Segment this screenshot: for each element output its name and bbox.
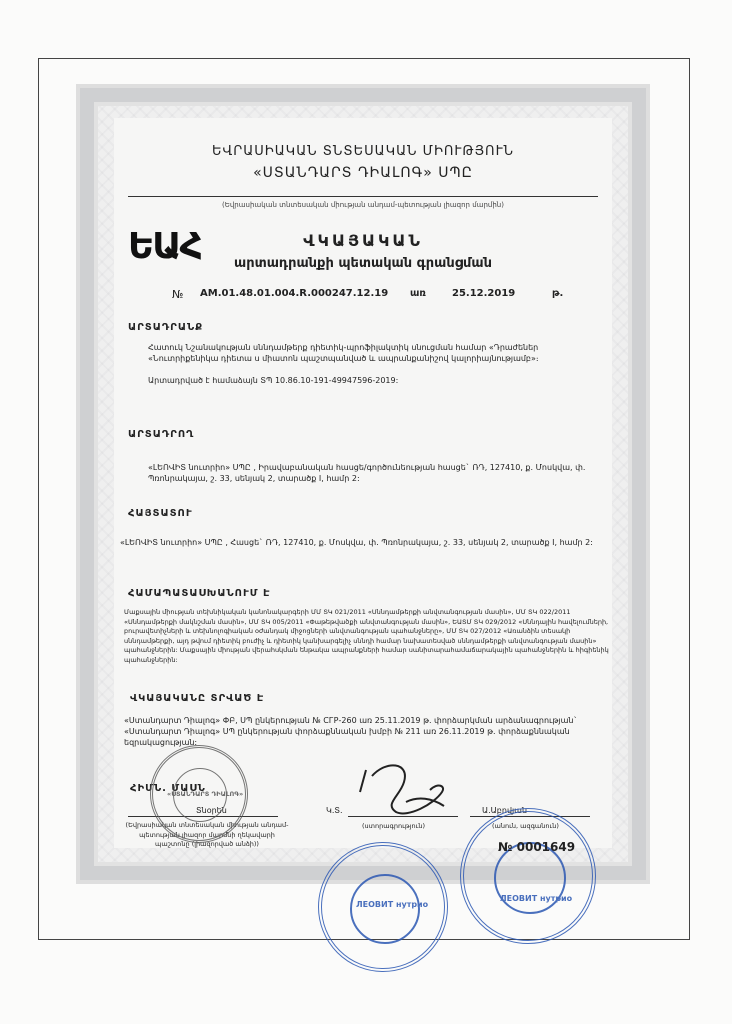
blue-stamp-left xyxy=(318,842,448,972)
name-caption: (անուն, ազգանուն) xyxy=(492,822,559,830)
eac-logo: ԵԱՀ xyxy=(128,226,201,267)
head-label: ՀԻՄՆ. ՄԱՍՆ xyxy=(130,783,206,794)
signature-mark xyxy=(346,752,456,822)
serial-number: № 0001649 xyxy=(498,840,576,854)
blue-stamp-left-text: ЛЕОВИТ нутрио xyxy=(356,900,429,909)
gray-stamp-text: «ՍՏԱՆԴԱՐՏ ԴԻԱԼՈԳ» xyxy=(167,790,244,798)
certificate-subtitle: արտադրանքի պետական գրանցման xyxy=(234,256,492,271)
manufacturer-text: «ԼԵՈՎԻՏ նուտրիո» ՍՊԸ , Իրավաբանական հասցե/գործունեության հասցե` ՌԴ, 127410, ք. Մոսկվա, փ. Պռոնրակայա, շ. 33, սենյակ 2, տարածք I, համր 2: xyxy=(148,463,586,483)
conforms-heading: ՀԱՄԱՊԱՏԱՍԽԱՆՈՒՄ Է xyxy=(128,588,271,599)
stamp-place: Կ.Տ. xyxy=(326,806,343,815)
product-code: Արտադրված է համաձայն ՏՊ 10.86.10-191-49947596-2019: xyxy=(148,376,399,385)
organization-stamp xyxy=(150,745,248,843)
certificate-title: ՎԿԱՅԱԿԱՆ xyxy=(303,231,423,250)
applicant-text: «ԼԵՈՎԻՏ նուտրիո» ՍՊԸ , Հասցե` ՌԴ, 127410, ք. Մոսկվա, փ. Պռոնրակայա, շ. 33, սենյակ 2, տարածք I, համր 2: xyxy=(120,538,593,547)
header-divider xyxy=(128,196,598,197)
number-label: № xyxy=(172,288,184,301)
product-text: Հատուկ Նշանակության սննդամթերք դիետիկ-պրոֆիլակտիկ սնուցման համար «Դրաժեներ «Նուտրիքենիկա դիետա ս միատոն պաշտպանված և ապրանքանիշով կալորիայնությամբ»։ xyxy=(148,343,539,363)
org-line-1: ԵՎՐԱՍԻԱԿԱՆ ՏՆՏԵՍԱԿԱՆ ՄԻՈՒԹՅՈՒՆ xyxy=(211,144,515,159)
conforms-text: Մաքսային միության տեխնիկական կանոնակարգերի ՄՄ ՏԿ 021/2011 «Սննդամթերքի անվտանգության մասին», ՄՄ ՏԿ 022/2011 «Սննդամթերքի մակնշման մասին», ՄՄ ՏԿ 005/2011 «Փաթեթվածքի անվտանգության մասին», ԵԱՏՄ ՏԿ 029/2012 «Սննդային հավելումների, բուրավետիչների և տեխնոլոգիական օժանդակ միջոցների անվտանգության պահանջները», ՄՄ ՏԿ 027/2012 «Առանձին տեսակի սննդամթերքի, այդ թվում դիետիկ բուժիչ և դիետիկ կանխարգելիչ սննդի համար նախատեսված սննդամթերքի անվտանգության մասին» պահանջներին: Մաքսային միության վերահսկման ենթակա ապրանքների համար սանիտարահամաճարակային պահանջներին և հիգիենիկ պահանջներին: xyxy=(124,608,609,664)
certificate-number: AM.01.48.01.004.R.000247.12.19 xyxy=(200,288,389,299)
signature-line xyxy=(348,816,458,817)
issued-text: «Ստանդարտ Դիալոգ» ՓԲ, ՍՊ ընկերության № СГР-260 առ 25.11.2019 թ. փորձարկման արձանագրության` «Ստանդարտ Դիալոգ» ՍՊ ընկերության փորձաքննական խմբի № 211 առ 26.11.2019 թ. փորձաքննական եզրակացության: xyxy=(124,716,578,747)
signature-caption: (ստորագրություն) xyxy=(362,822,426,830)
product-heading: ԱՐՏԱԴՐԱՆՔ xyxy=(128,322,204,333)
certificate-date: 25.12.2019 xyxy=(452,288,516,299)
year-suffix: թ. xyxy=(552,288,564,299)
left-caption: (Եվրասիական տնտեսական միության անդամ-պետության լիազոր մարմնի ղեկավարի պաշտոնը (լիազորված անձի)) xyxy=(125,821,289,848)
org-note: (Եվրասիական տնտեսական միության անդամ-պետության լիազոր մարմին) xyxy=(222,201,504,209)
date-label: առ xyxy=(410,288,427,299)
applicant-heading: ՀԱՅՏԱՏՈՒ xyxy=(128,508,193,519)
blue-stamp-right-text: ЛЕОВИТ нутрио xyxy=(500,894,573,903)
position-label: Տնօրեն xyxy=(196,806,227,815)
manufacturer-heading: ԱՐՏԱԴՐՈՂ xyxy=(128,429,195,440)
signatory-name: Ա.Աբովյան xyxy=(482,806,528,815)
issued-heading: ՎԿԱՅԱԿԱՆԸ ՏՐՎԱԾ Է xyxy=(130,693,265,704)
org-line-2: «ՍՏԱՆԴԱՐՏ ԴԻԱԼՈԳ» ՍՊԸ xyxy=(253,165,473,181)
blue-stamp-right xyxy=(460,808,596,944)
